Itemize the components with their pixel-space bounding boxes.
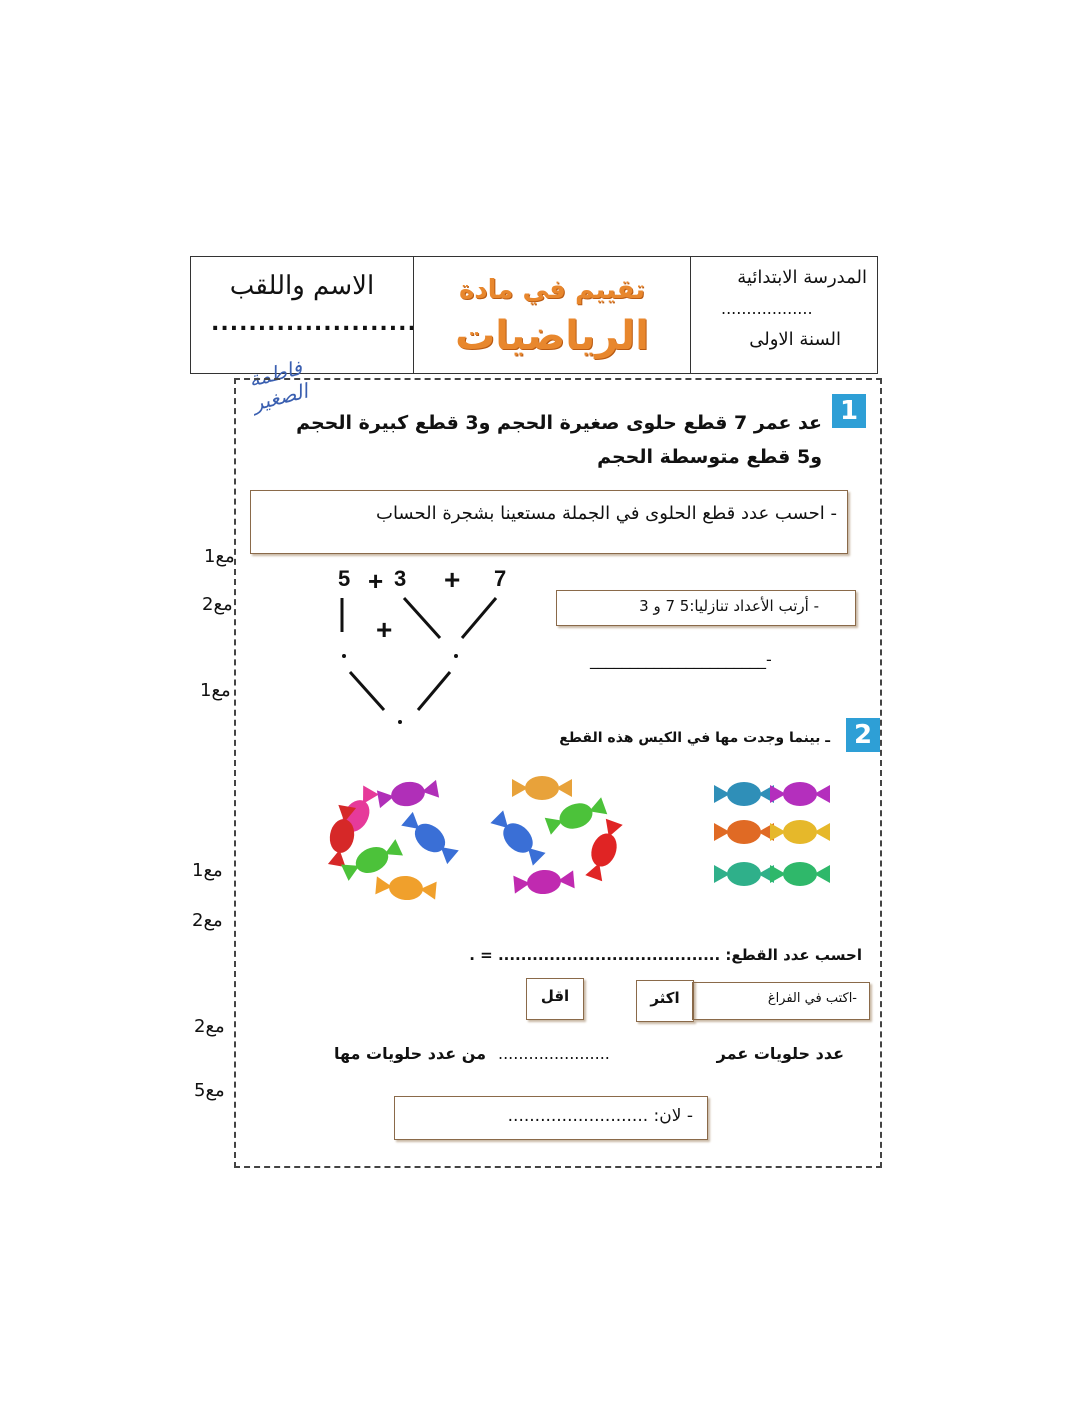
tree-node — [398, 720, 402, 724]
question-2-badge: 2 — [846, 718, 880, 752]
write-blank-label: -اكتب في الفراغ — [767, 991, 857, 1006]
tree-plus-1: + — [368, 566, 384, 596]
order-answer-line[interactable]: -______________________ — [590, 650, 772, 669]
candy-icon — [513, 867, 575, 896]
assessment-label: تقييم في مادة — [458, 275, 646, 305]
score-label: مع2 — [194, 1016, 225, 1037]
tree-node — [342, 654, 346, 658]
candy-icon — [770, 782, 830, 806]
score-label: مع1 — [192, 860, 223, 881]
candy-icon — [770, 820, 830, 844]
q2-line-1: ـ بينما وجدت مها في الكيس هذه القطع — [559, 730, 830, 746]
q1-line-2: و5 قطع متوسطة الحجم — [597, 446, 822, 468]
tree-branch — [418, 672, 450, 710]
score-label: مع1 — [200, 680, 231, 701]
q1-instruction: - احسب عدد قطع الحلوى في الجملة مستعينا بشجرة الحساب — [376, 503, 837, 524]
q1-line-1: عد عمر 7 قطع حلوى صغيرة الحجم و3 قطع كبيرة الحجم — [296, 412, 822, 434]
candy-icon — [399, 810, 460, 867]
tree-branch — [350, 672, 384, 710]
grade-label: السنة الاولى — [749, 329, 841, 350]
tree-node — [454, 654, 458, 658]
school-dots: .................. — [721, 299, 813, 318]
more-option[interactable] — [636, 980, 694, 1022]
because-box[interactable] — [394, 1096, 708, 1140]
candy-icon — [714, 820, 774, 844]
candy-icon — [714, 782, 774, 806]
candy-icon — [544, 794, 609, 837]
candy-icon — [714, 862, 774, 886]
more-label: اكثر — [650, 989, 680, 1007]
order-task-box — [556, 590, 856, 626]
compare-dots[interactable]: ...................... — [498, 1044, 610, 1063]
candy-illustrations — [316, 770, 846, 910]
candy-icon — [376, 777, 439, 811]
less-option[interactable] — [526, 978, 584, 1020]
score-label: مع2 — [192, 910, 223, 931]
name-label: الاسم واللقب — [229, 271, 375, 301]
tree-plus-3: + — [376, 614, 393, 645]
name-dots: ...................... — [211, 311, 417, 336]
question-1-badge: 1 — [832, 394, 866, 428]
compare-left: عدد حلويات عمر — [716, 1044, 844, 1063]
title-cell — [413, 257, 690, 373]
school-cell — [690, 257, 877, 373]
score-label: مع1 — [204, 546, 235, 567]
candy-icon — [375, 873, 437, 902]
name-cell — [191, 257, 417, 373]
subject-title: الرياضيات — [455, 313, 649, 359]
q1-instruction-box — [250, 490, 848, 554]
tree-number-5: 5 — [338, 566, 351, 591]
tree-plus-2: + — [444, 564, 461, 595]
teacher-signature: فاطمة الصغير — [246, 355, 311, 416]
candy-icon — [770, 862, 830, 886]
candy-icon — [582, 818, 625, 883]
write-blank-box — [692, 982, 870, 1020]
order-task: - أرتب الأعداد تنازليا:5 7 و 3 — [639, 597, 819, 615]
less-label: اقل — [540, 987, 570, 1005]
tree-number-7: 7 — [494, 566, 507, 591]
count-prompt[interactable]: احسب عدد القطع: ....................................... = . — [469, 946, 862, 964]
score-label: مع2 — [202, 594, 233, 615]
school-label: المدرسة الابتدائية — [737, 267, 867, 288]
because-label: - لان: .......................... — [507, 1106, 693, 1126]
candy-icon — [488, 808, 547, 867]
tree-number-3: 3 — [394, 566, 407, 591]
score-label: مع5 — [194, 1080, 225, 1101]
candy-icon — [512, 776, 572, 800]
tree-branch — [462, 598, 496, 638]
compare-right: من عدد حلويات مها — [333, 1044, 486, 1063]
tree-branch — [404, 598, 440, 638]
